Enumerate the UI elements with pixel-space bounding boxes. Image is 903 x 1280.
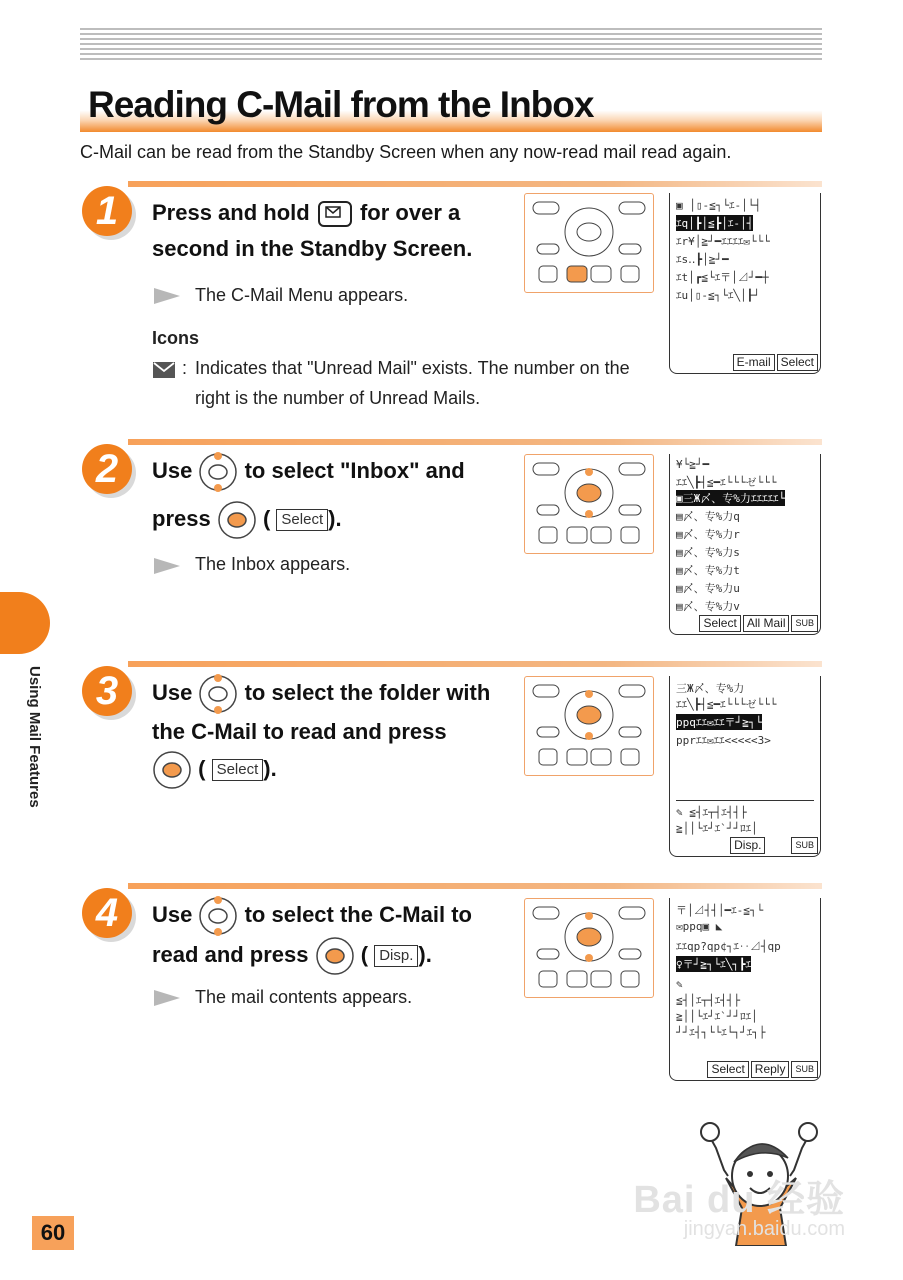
step-2-instruction	[152, 452, 522, 540]
softkey-email: E-mail	[733, 354, 775, 371]
step-2-line1b: to select "Inbox" and	[244, 457, 465, 483]
step-3-line2: the C-Mail to read and press	[152, 719, 447, 744]
icons-colon: :	[182, 358, 188, 378]
keypad-illustration	[524, 454, 654, 554]
chapter-tab	[0, 592, 50, 654]
step-3-instruction	[152, 674, 522, 790]
icons-desc-1: Indicates that "Unread Mail" exists. The number on the	[195, 358, 630, 378]
watermark-url: jingyan.baidu.com	[683, 1218, 845, 1240]
keypad-illustration	[524, 193, 654, 293]
keypad-illustration	[524, 898, 654, 998]
result-arrow-icon	[154, 558, 180, 574]
screen-softkeys	[730, 837, 818, 854]
step-2-number: 2	[82, 444, 132, 494]
phone-screen-cmail-menu: ▣ │▯-≦┐└ｴ-│└┤ ｴq│┣│≦┣│ｴ-│┤ ｴr¥│≧┘━ｴｴｴｴ✉└└└ ｴs‥┣│≧┘━ ｴt│┏≦└ｴ〒│⊿┘━┼ ｴu│▯-≦┐└ｴ╲│┠┘ E-mail Select	[669, 193, 821, 374]
step-4-paren-open: (	[360, 941, 369, 967]
page-number: 60	[32, 1216, 74, 1250]
result-arrow-icon	[154, 990, 180, 1006]
phone-screen-inbox: ¥└≧┘━ ｴｴ╲┣┤≦━ｴ└└└ゼ└└└ ▣三Ж〆、专%力ｴｴｴｴｴ└ ▤〆、专%力q ▤〆、专%力r ▤〆、专%力s ▤〆、专%力t ▤〆、专%力u ▤〆、专%力v Select All Mail SUB	[669, 454, 821, 635]
step-4-softkey: Disp.	[374, 945, 418, 967]
softkey-sub: SUB	[791, 837, 818, 854]
step-1-result: The C-Mail Menu appears.	[195, 285, 409, 305]
step-2-paren-close: ).	[328, 505, 342, 531]
step-3-paren-open: (	[198, 755, 206, 781]
keypad-illustration	[524, 676, 654, 776]
step-4-line1b: to select the C-Mail to	[244, 901, 472, 927]
screen-divider	[676, 800, 814, 801]
header-stripes	[80, 28, 822, 62]
step-4-bar	[128, 883, 822, 889]
step-3-softkey: Select	[212, 759, 264, 781]
unread-mail-icon	[153, 362, 175, 378]
phone-screen-folder: 三Ж〆、专%力 ｴｴ╲┣┤≦━ｴ└└└ゼ└└└ ppqｴｴ✉ｴｴ〒┘≧┐└ pprｴｴ✉ｴｴ<<<<<3> ✎ ≦┤ｴ┬┤ｴ┤┤├ ≧││└ｴ┘ｴ`┘┘ﾛｴ│ Disp. SUB	[669, 676, 821, 857]
step-3-use: Use	[152, 679, 193, 705]
step-4-number: 4	[82, 888, 132, 938]
softkey-all-mail: All Mail	[743, 615, 790, 632]
step-2-use: Use	[152, 457, 193, 483]
step-4-line2: read and press	[152, 941, 309, 967]
screen-softkeys	[707, 1061, 818, 1078]
step-1-line1b: for over a	[359, 200, 461, 225]
softkey-disp: Disp.	[730, 837, 765, 854]
step-2-softkey: Select	[276, 509, 328, 531]
step-1-line1a: Press and hold	[152, 200, 310, 225]
phone-screen-mail-list: 〒│⊿┤┤│━ｴ-≦┐└ ✉ppq▣ ◣ ｴｴqp?qp¢┐ｴ‥⊿┤qp ♀〒┘≧┐└ｴ╲┐┣ｴ ✎ ≦┤│ｴ┬┤ｴ┤┤├ ≧││└ｴ┘ｴ`┘┘ﾛｴ│ ┘┘ｴ┤┐└└ｴ└┐┘ｴ┐├ Select Reply SUB	[669, 898, 821, 1081]
result-arrow-icon	[154, 288, 180, 304]
step-4-instruction	[152, 896, 522, 976]
dpad-updown-icon	[198, 674, 238, 714]
step-3-number: 3	[82, 666, 132, 716]
softkey-select: Select	[777, 354, 818, 371]
screen-softkeys	[733, 354, 818, 371]
softkey-reply: Reply	[751, 1061, 790, 1078]
softkey-select: Select	[699, 615, 740, 632]
dpad-updown-icon	[198, 896, 238, 936]
step-2-result: The Inbox appears.	[195, 554, 351, 574]
step-1-line2: second in the Standby Screen.	[152, 236, 473, 261]
step-2-bar	[128, 439, 822, 445]
softkey-select: Select	[707, 1061, 748, 1078]
icons-heading: Icons	[152, 328, 200, 348]
dpad-updown-icon	[198, 452, 238, 492]
softkey-sub: SUB	[791, 1061, 818, 1078]
step-4-paren-close: ).	[418, 941, 432, 967]
step-1-number: 1	[82, 186, 132, 236]
step-3-line1b: to select the folder with	[244, 679, 491, 705]
watermark: Bai du 经验	[633, 1179, 845, 1221]
step-3-paren-close: ).	[263, 755, 277, 781]
step-1-bar	[128, 181, 822, 187]
step-2-paren-open: (	[262, 505, 271, 531]
step-1-instruction	[152, 195, 522, 267]
page-title: Reading C-Mail from the Inbox	[88, 84, 594, 125]
softkey-sub: SUB	[791, 615, 818, 632]
intro-text: C-Mail can be read from the Standby Screen when any now-read mail read again.	[80, 142, 732, 162]
dpad-center-icon	[217, 500, 257, 540]
step-4-use: Use	[152, 901, 193, 927]
dpad-center-icon	[315, 936, 355, 976]
icons-desc-2: right is the number of Unread Mails.	[195, 388, 481, 408]
step-4-result: The mail contents appears.	[195, 987, 413, 1007]
step-2-press: press	[152, 505, 211, 531]
screen-softkeys	[699, 615, 818, 632]
mail-key-icon	[318, 201, 352, 227]
dpad-center-icon	[152, 750, 192, 790]
step-3-bar	[128, 661, 822, 667]
chapter-label: Using Mail Features	[26, 666, 43, 808]
